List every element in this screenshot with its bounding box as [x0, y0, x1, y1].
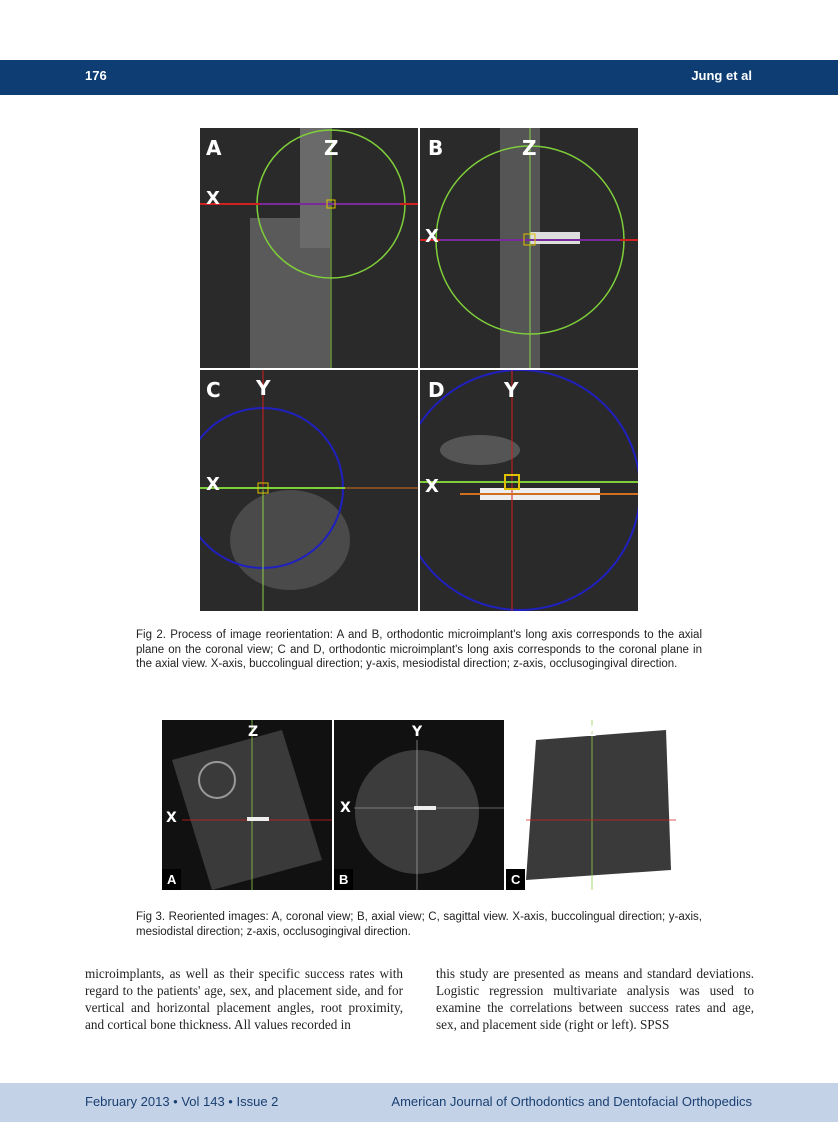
axis-label: X [425, 476, 439, 497]
fig3-panel-a [162, 720, 332, 890]
axis-label: X [206, 474, 220, 495]
axis-label: Y [512, 810, 523, 826]
page-number: 176 [85, 68, 107, 83]
panel-letter: D [428, 378, 445, 402]
panel-letter: C [206, 378, 221, 402]
fig3-panel-c [506, 720, 676, 890]
fig2-panel-b [420, 128, 638, 368]
axis-label: X [425, 226, 439, 247]
figure-3 [162, 720, 676, 890]
panel-letter: A [162, 869, 181, 890]
axis-label: Z [248, 724, 259, 740]
issue-info: February 2013 • Vol 143 • Issue 2 [85, 1094, 279, 1109]
fig3-caption: Fig 3. Reoriented images: A, coronal view; B, axial view; C, sagittal view. X-axis, buccolingual direction; y-axis, mesiodistal direction; z-axis, occlusogingival direction. [136, 911, 702, 938]
axis-label: Z [522, 136, 537, 160]
fig3-panel-b [334, 720, 504, 890]
running-head-authors: Jung et al [691, 68, 752, 83]
axis-label: Y [504, 378, 519, 402]
axis-label: X [340, 800, 351, 816]
fig2-panel-d [420, 370, 638, 611]
panel-letter: A [206, 136, 222, 160]
journal-name: American Journal of Orthodontics and Dentofacial Orthopedics [391, 1094, 752, 1109]
axis-label: Y [412, 724, 423, 740]
axis-label: Z [586, 724, 597, 740]
panel-letter: B [334, 869, 353, 890]
panel-letter: B [428, 136, 444, 160]
body-text-column-2: this study are presented as means and standard deviations. Logistic regression multivariate analysis was used to examine the correlations between success rates and age, sex, and placement side (right or left). SPSS [436, 966, 754, 1032]
panel-letter: C [506, 869, 525, 890]
axis-label: X [206, 188, 220, 209]
fig2-caption: Fig 2. Process of image reorientation: A and B, orthodontic microimplant's long axis corresponds to the axial plane on the coronal view; C and D, orthodontic microimplant's long axis corresponds to the coronal plane in the axial view. X-axis, buccolingual direction; y-axis, mesiodistal direction; z-axis, occlusogingival direction. [136, 629, 702, 670]
axis-label: X [166, 810, 177, 826]
axis-label: Z [324, 136, 339, 160]
page-header [0, 60, 838, 95]
page-footer [0, 1083, 838, 1122]
body-text-column-1: microimplants, as well as their specific success rates with regard to the patients' age, sex, and placement side, and for vertical and horizontal placement angles, root proximity, and cortical bone thickness. All values recorded in [85, 966, 403, 1032]
figure-2 [200, 128, 638, 611]
fig2-panel-c [200, 370, 418, 611]
axis-label: Y [256, 376, 271, 400]
fig2-panel-a [200, 128, 418, 368]
